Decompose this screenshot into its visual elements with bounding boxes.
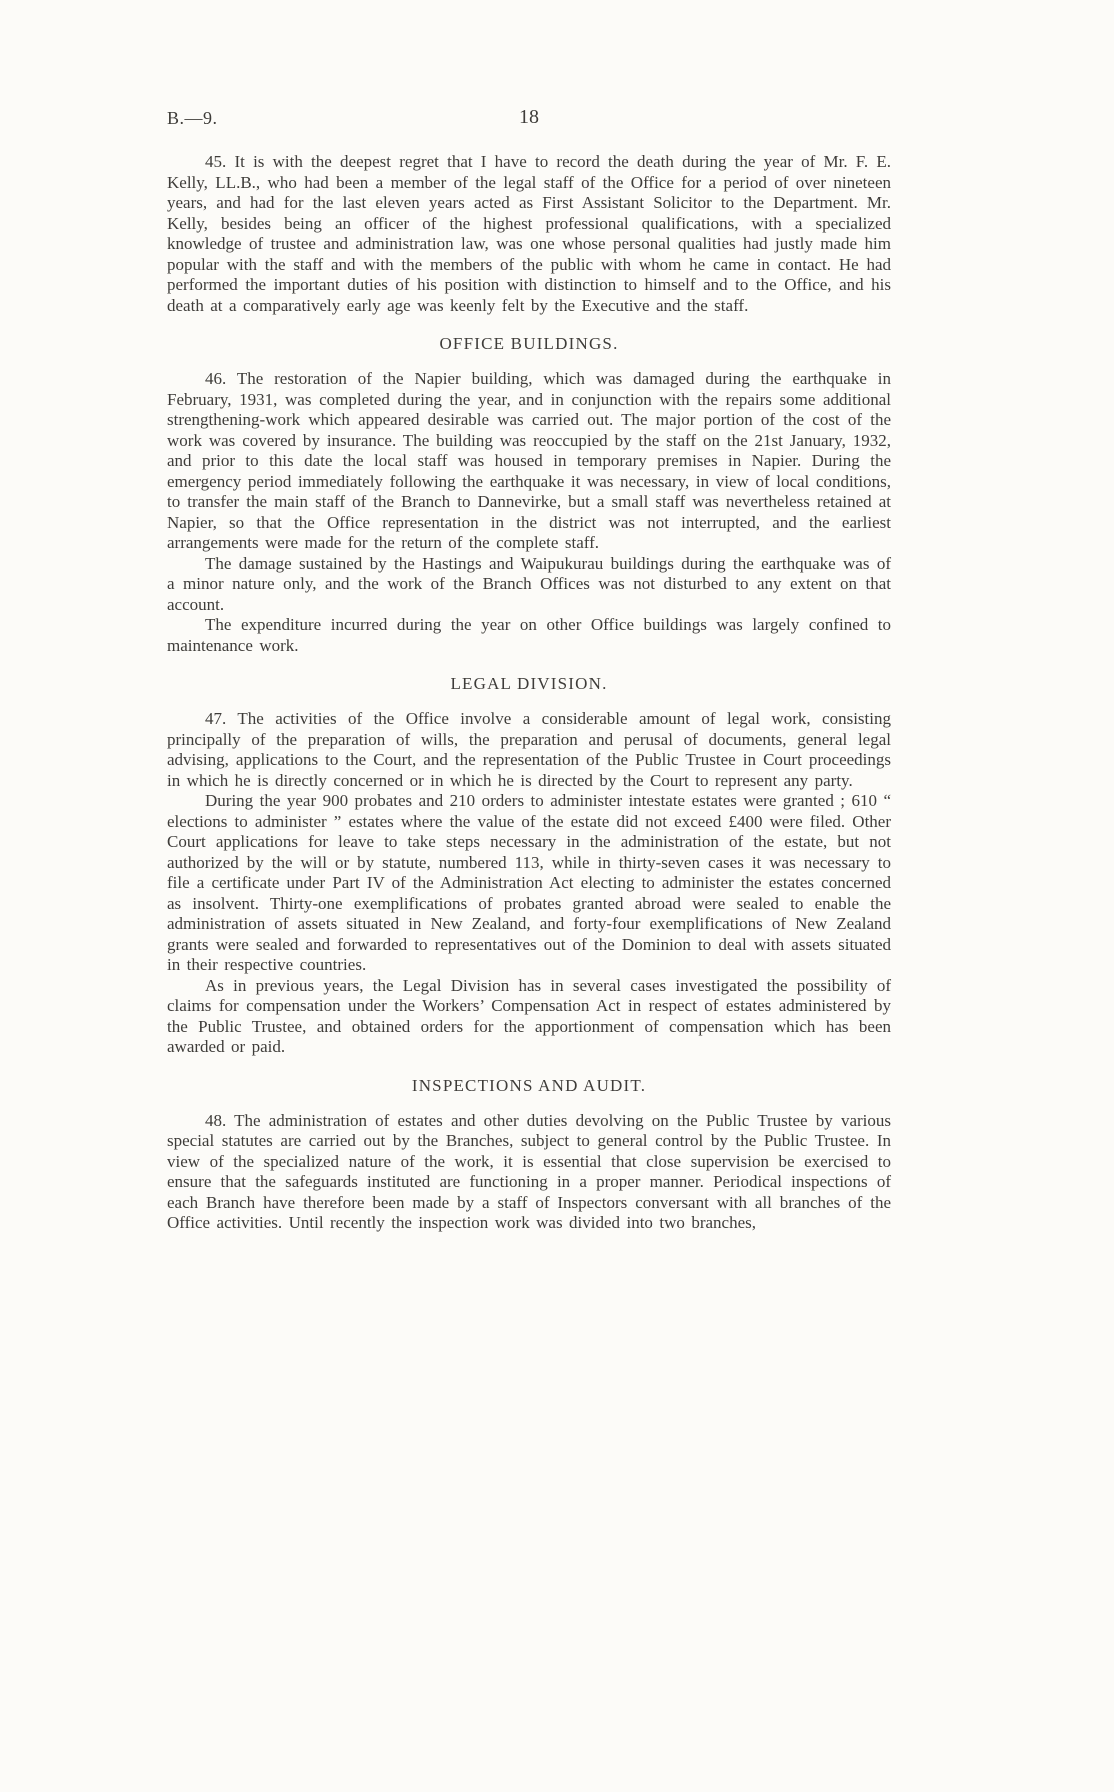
paragraph-maintenance-expenditure: The expenditure incurred during the year on other Office buildings was largely confined to maintenance work. xyxy=(167,615,891,655)
paragraph-probates-statistics: During the year 900 probates and 210 orders to administer intestate estates were granted ; 610 “ elections to administer ” estates where the value of the estate did not exceed £400 were filed. Other Court applications for leave to take steps necessary in the administration of the estate, but not authorized by the will or by statute, numbered 113, while in thirty-seven cases it was necessary to file a certificate under Part IV of the Administration Act electing to administer the estates concerned as insolvent. Thirty-one exemplifications of probates granted abroad were sealed to enable the administration of assets situated in New Zealand, and forty-four exemplifications of New Zealand grants were sealed and forwarded to representatives out of the Dominion to deal with assets situated in their respective countries. xyxy=(167,791,891,974)
report-id: B.—9. xyxy=(167,108,218,128)
paragraph-46-napier-building: 46. The restoration of the Napier building, which was damaged during the earthquake in February, 1931, was completed during the year, and in conjunction with the repairs some additional strengthening-work which appeared desirable was carried out. The major portion of the cost of the work was covered by insurance. The building was reoccupied by the staff on the 21st January, 1932, and prior to this date the local staff was housed in temporary premises in Napier. During the emergency period immediately following the earthquake it was necessary, in view of local conditions, to transfer the main staff of the Branch to Dannevirke, but a small staff was nevertheless retained at Napier, so that the Office representation in the district was not interrupted, and the earliest arrangements were made for the return of the complete staff. xyxy=(167,369,891,552)
paragraph-47-legal-activities: 47. The activities of the Office involve a considerable amount of legal work, consisting principally of the preparation of wills, the preparation and perusal of documents, general legal advising, applications to the Court, and the representation of the Public Trustee in Court proceedings in which he is directly concerned or in which he is directed by the Court to represent any party. xyxy=(167,709,891,790)
section-heading-inspections-and-audit: INSPECTIONS AND AUDIT. xyxy=(411,1075,647,1095)
page-number: 18 xyxy=(519,106,539,128)
page-header xyxy=(167,108,891,132)
paragraph-45-obituary: 45. It is with the deepest regret that I have to record the death during the year of Mr. F. E. Kelly, LL.B., who had been a member of the legal staff of the Office for a period of over nineteen years, and had for the last eleven years acted as First Assistant Solicitor to the Department. Mr. Kelly, besides being an officer of the highest professional qualifications, with a specialized knowledge of trustee and administration law, was one whose personal qualities had justly made him popular with the staff and with the members of the public with whom he came in contact. He had performed the important duties of his position with distinction to himself and to the Office, and his death at a comparatively early age was keenly felt by the Executive and the staff. xyxy=(167,152,891,315)
paragraph-48-inspections: 48. The administration of estates and other duties devolving on the Public Trustee by various special statutes are carried out by the Branches, subject to general control by the Public Trustee. In view of the specialized nature of the work, it is essential that close supervision be exercised to ensure that the safeguards instituted are functioning in a proper manner. Periodical inspections of each Branch have therefore been made by a staff of Inspectors conversant with all branches of the Office activities. Until recently the inspection work was divided into two branches, xyxy=(167,1110,891,1232)
section-heading-legal-division: LEGAL DIVISION. xyxy=(450,674,608,693)
paragraph-hastings-waipukurau-damage: The damage sustained by the Hastings and Waipukurau buildings during the earthquake was of a minor nature only, and the work of the Branch Offices was not disturbed to any extent on that account. xyxy=(167,553,891,614)
paragraph-workers-compensation: As in previous years, the Legal Division has in several cases investigated the possibility of claims for compensation under the Workers’ Compensation Act in respect of estates administered by the Public Trustee, and obtained orders for the apportionment of compensation which has been awarded or paid. xyxy=(167,975,891,1056)
document-content xyxy=(167,108,891,1234)
section-heading-office-buildings: OFFICE BUILDINGS. xyxy=(439,334,619,353)
